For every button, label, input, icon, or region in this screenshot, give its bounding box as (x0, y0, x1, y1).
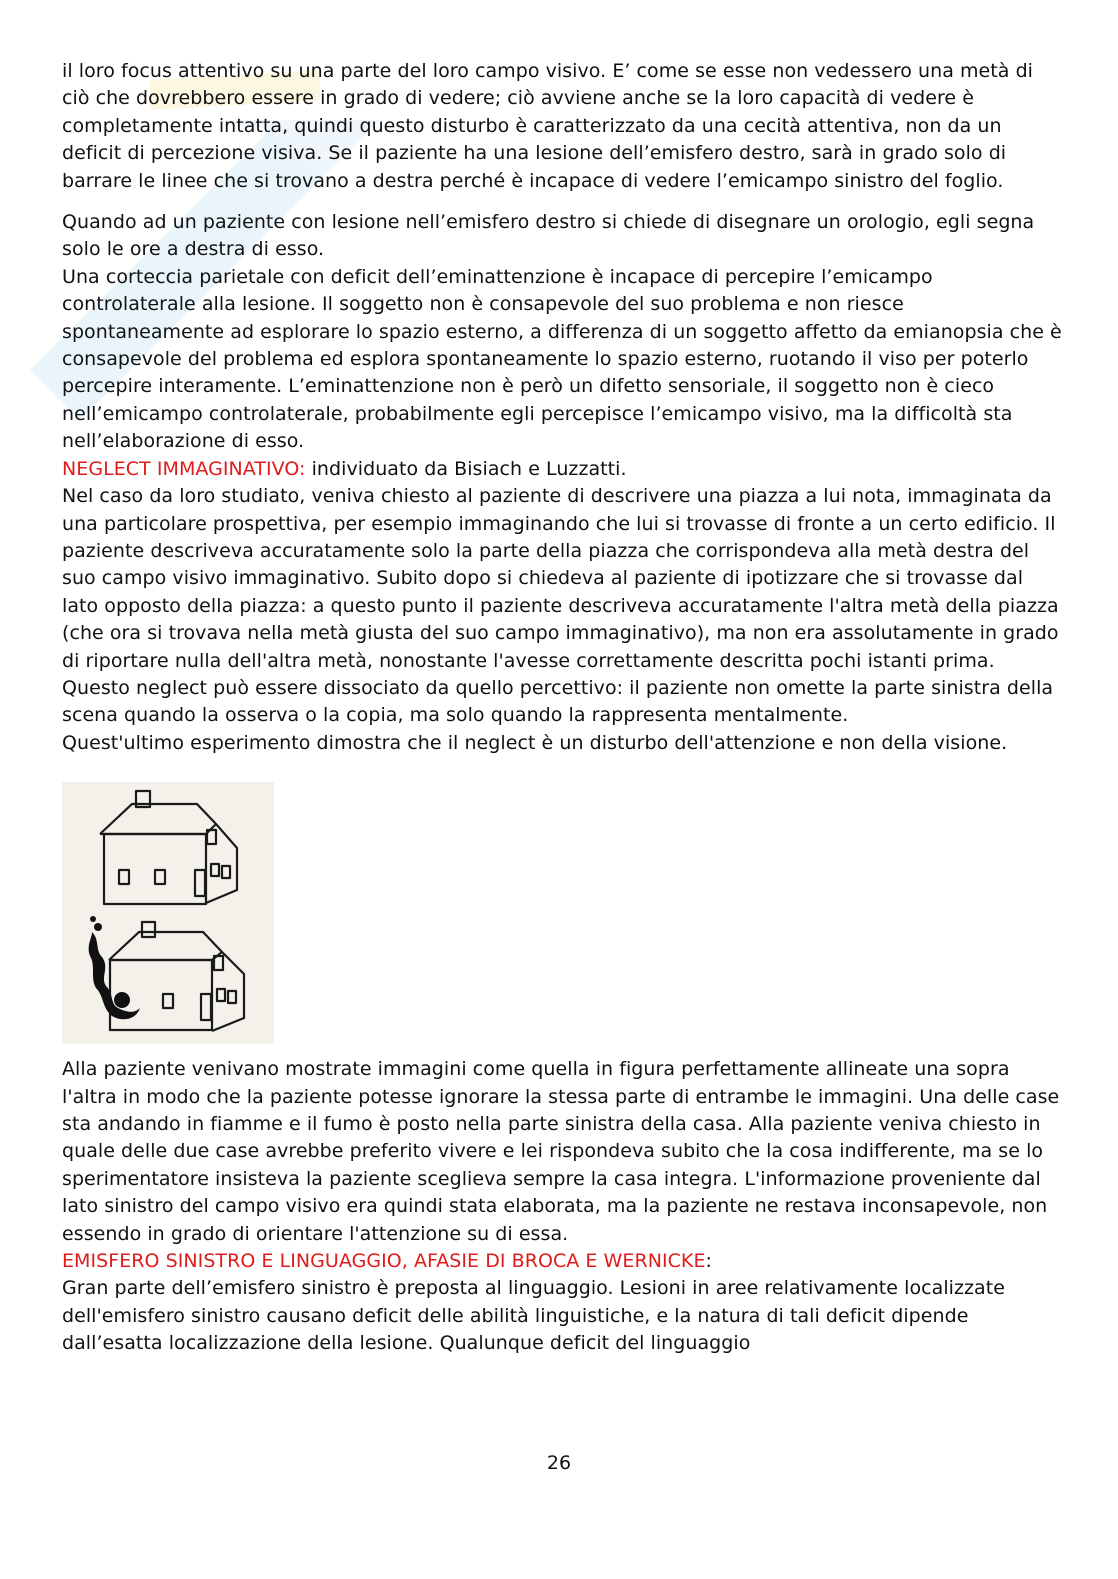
paragraph: Quando ad un paziente con lesione nell’emisfero destro si chiede di disegnare un orologio, egli segna solo le ore a destra di esso. (62, 211, 1035, 261)
section-heading: NEGLECT IMMAGINATIVO: (62, 457, 306, 480)
paragraph: Gran parte dell’emisfero sinistro è preposta al linguaggio. Lesioni in aree relativamente localizzate dell'emisfero sinistro causano deficit delle abilità linguistiche, e la natura di tali deficit dipende dall’esatta localizzazione della lesione. Qualunque deficit del linguaggio (62, 1277, 1005, 1355)
paragraph: Quest'ultimo esperimento dimostra che il neglect è un disturbo dell'attenzione e non della visione. (62, 731, 1008, 754)
page-number: 26 (546, 1452, 572, 1474)
section-heading: EMISFERO SINISTRO E LINGUAGGIO, AFASIE DI BROCA E WERNICKE (62, 1250, 706, 1272)
section-line (62, 456, 1062, 483)
paragraph: il loro focus attentivo su una parte del loro campo visivo. E’ come se esse non vedessero una metà di ciò che dovrebbero essere in grado di vedere; ciò avviene anche se la loro capacità di vedere è completamente intatta, quindi questo disturbo è caratterizzato da una cecità attentiva, non da un deficit di percezione visiva. Se il paziente ha una lesione dell’emisfero destro, sarà in grado solo di barrare le linee che si trovano a destra perché è incapace di vedere l’emicampo sinistro del foglio. (62, 60, 1034, 192)
paragraph: Alla paziente venivano mostrate immagini come quella in figura perfettamente allineate una sopra l'altra in modo che la paziente potesse ignorare la stessa parte di entrambe le immagini. Una delle case sta andando in fiamme e il fumo è posto nella parte sinistra della casa. Alla paziente veniva chiesto in quale delle due case avrebbe preferito vivere e lei rispondeva subito che la cosa indifferente, ma se lo sperimentatore insisteva la paziente sceglieva sempre la casa integra. L'informazione proveniente dal lato sinistro del campo visivo era quindi stata elaborata, ma la paziente ne restava inconsapevole, non essendo in grado di orientare l'attenzione su di essa. (62, 1058, 1060, 1245)
section-line (62, 1248, 1062, 1275)
section-heading-tail: : (705, 1250, 712, 1272)
paragraph: Una corteccia parietale con deficit dell’eminattenzione è incapace di percepire l’emicampo controlaterale alla lesione. Il soggetto non è consapevole del suo problema e non riesce spontaneamente ad esplorare lo spazio esterno, a differenza di un soggetto affetto da emianopsia che è consapevole del problema ed esplora spontaneamente lo spazio esterno, ruotando il viso per poterlo percepire interamente. L’eminattenzione non è però un difetto sensoriale, il soggetto non è cieco nell’emicampo controlaterale, probabilmente egli percepisce l’emicampo visivo, ma la difficoltà sta nell’elaborazione di esso. (62, 265, 1062, 453)
section-heading-tail: individuato da Bisiach e Luzzatti. (305, 457, 627, 480)
document-page (62, 58, 1062, 1358)
paragraph: Nel caso da loro studiato, veniva chiesto al paziente di descrivere una piazza a lui nota, immaginata da una particolare prospettiva, per esempio immaginando che lui si trovasse di fronte a un certo edificio. Il paziente descriveva accuratamente solo la parte della piazza che corrispondeva alla metà destra del suo campo visivo immaginativo. Subito dopo si chiedeva al paziente di ipotizzare che si trovasse dal lato opposto della piazza: a questo punto il paziente descriveva accuratamente l'altra metà della piazza (che ora si trovava nella metà giusta del suo campo immaginativo), ma non era assolutamente in grado di riportare nulla dell'altra metà, nonostante l'avesse correttamente descritta pochi istanti prima. Questo neglect può essere dissociato da quello percettivo: il paziente non omette la parte sinistra della scena quando la osserva o la copia, ma solo quando la rappresenta mentalmente. (62, 485, 1059, 727)
houses-figure (62, 782, 274, 1044)
